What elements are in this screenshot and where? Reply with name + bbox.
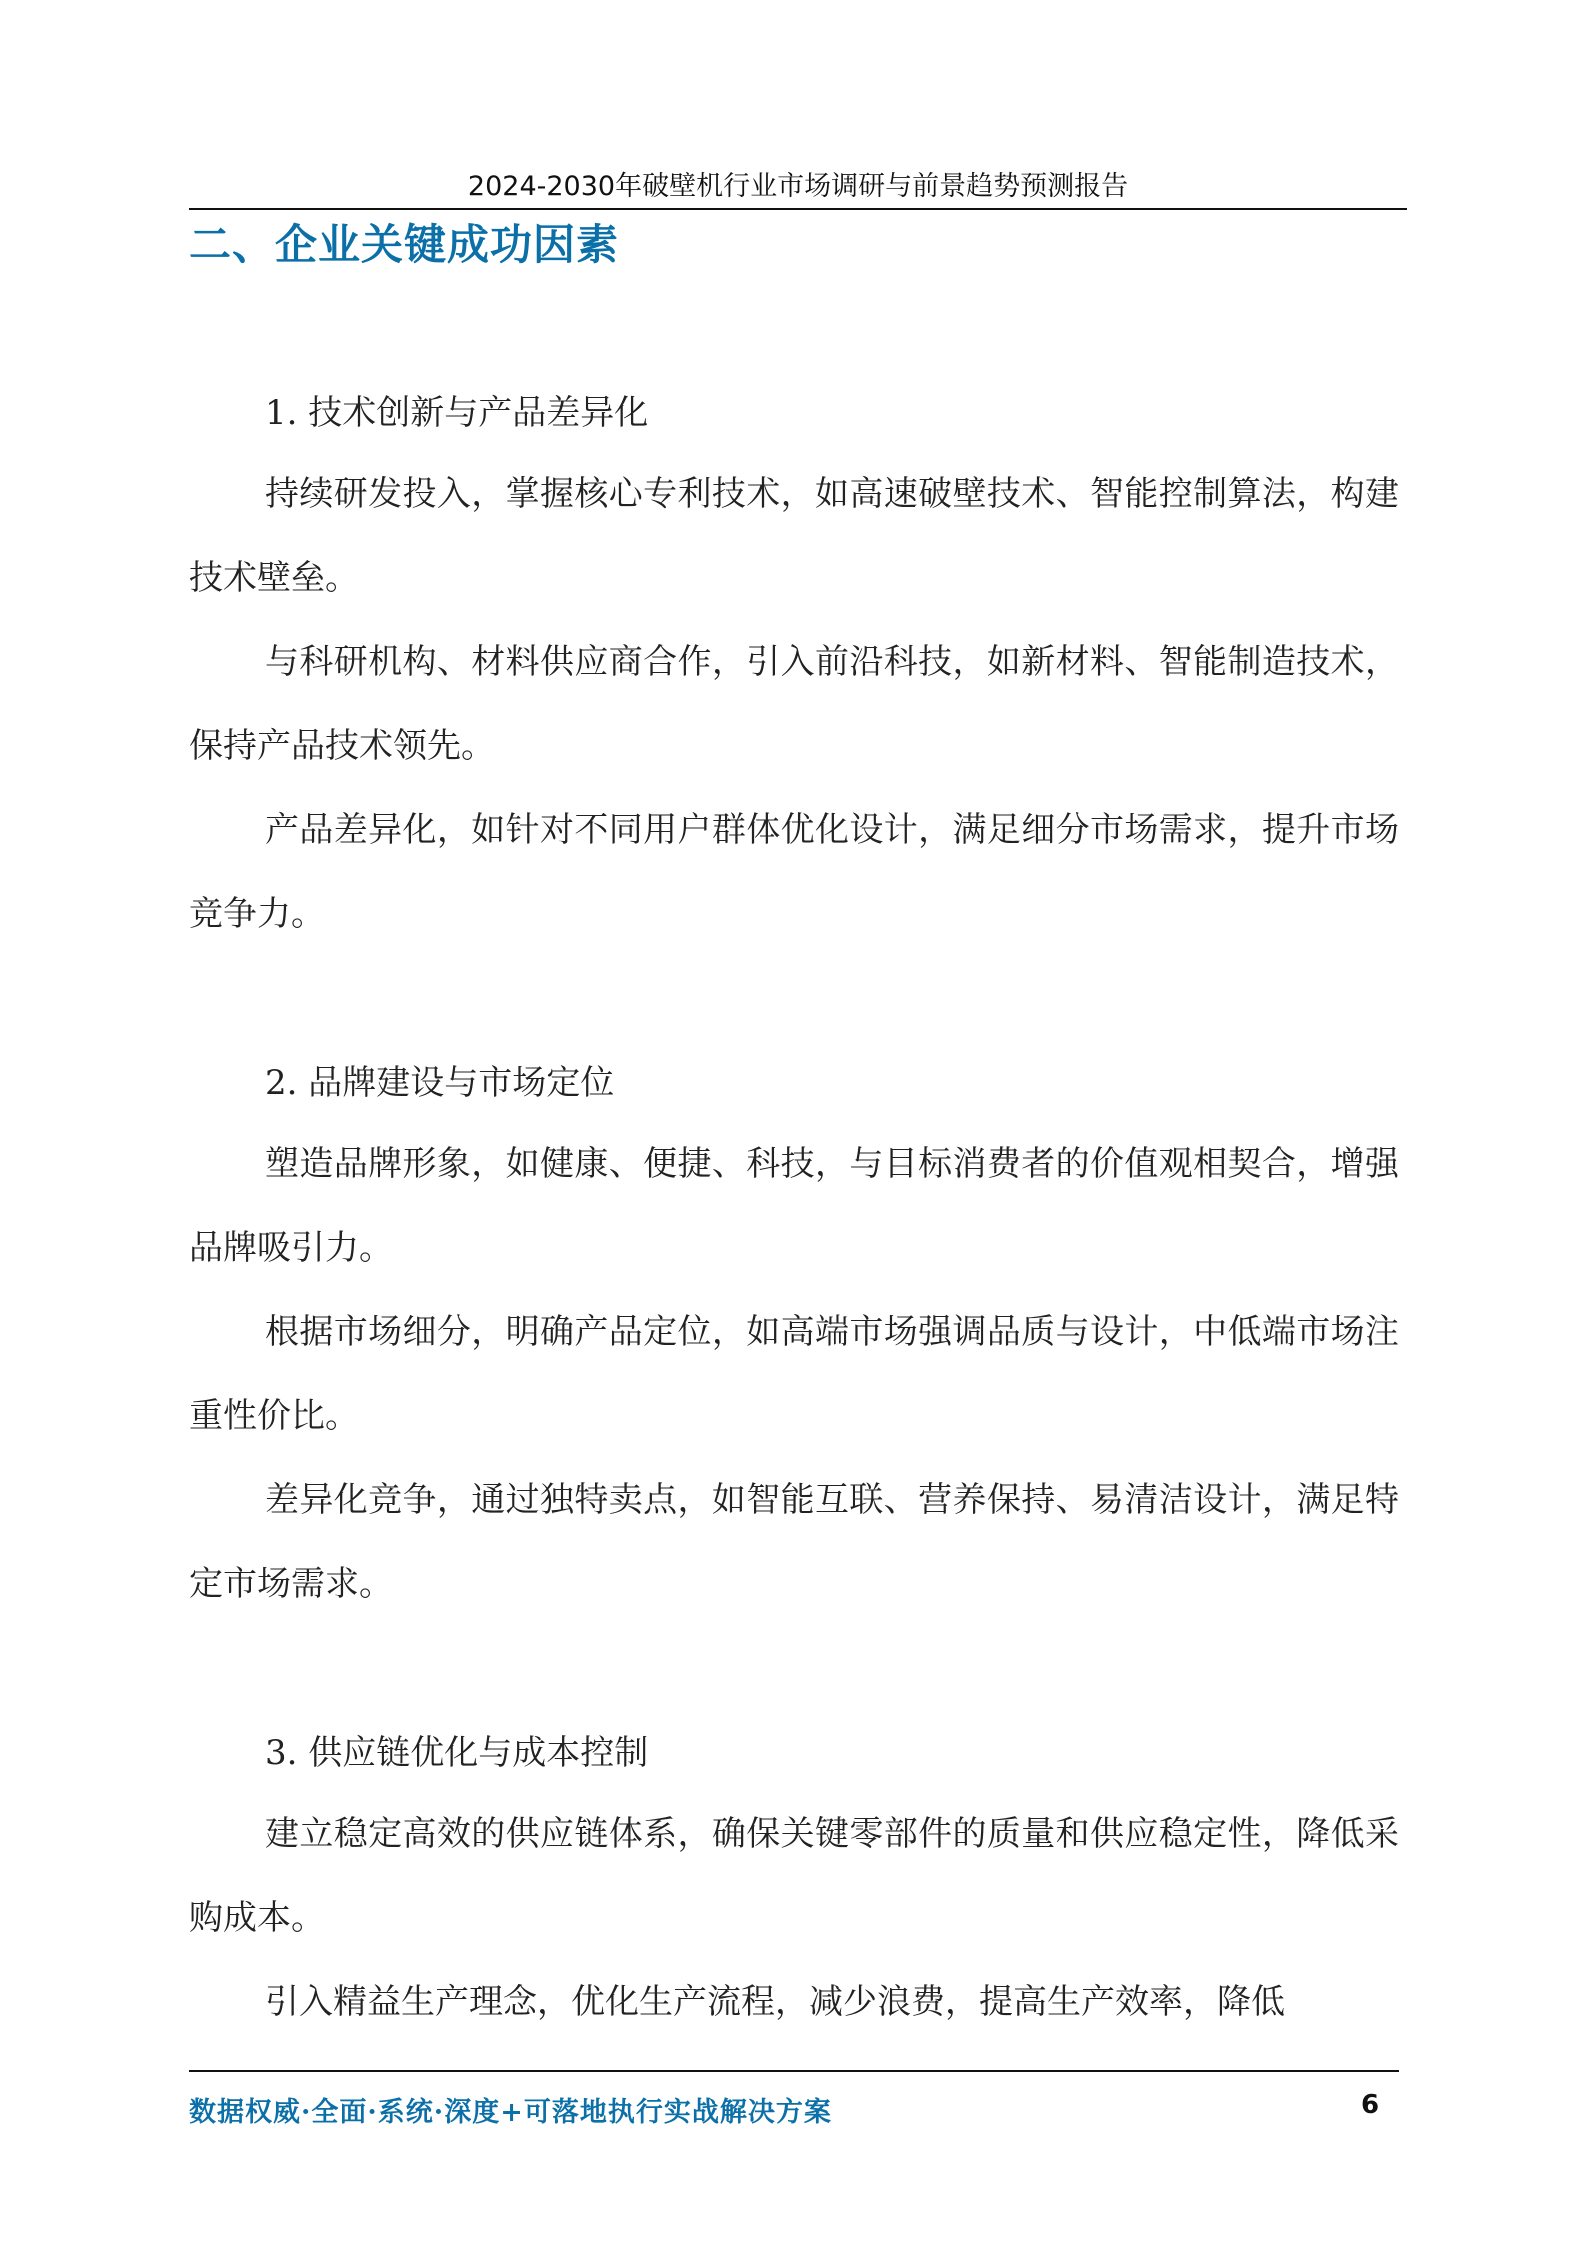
paragraph: 建立稳定高效的供应链体系，确保关键零部件的质量和供应稳定性，降低采购成本。 (189, 1814, 1399, 1938)
paragraph: 引入精益生产理念，优化生产流程，减少浪费，提高生产效率，降低 (265, 1982, 1285, 2022)
paragraph: 产品差异化，如针对不同用户群体优化设计，满足细分市场需求，提升市场竞争力。 (189, 810, 1399, 934)
report-header-title: 2024-2030年破壁机行业市场调研与前景趋势预测报告 (467, 171, 1129, 202)
subsection-body-2 (189, 1122, 1399, 1626)
paragraph: 差异化竞争，通过独特卖点，如智能互联、营养保持、易清洁设计，满足特定市场需求。 (189, 1480, 1399, 1604)
subsection-heading-3: 3. 供应链优化与成本控制 (265, 1733, 649, 1773)
subsection-body-1 (189, 452, 1399, 956)
subsection-body-3 (189, 1792, 1399, 2044)
subsection-heading-1: 1. 技术创新与产品差异化 (265, 393, 649, 433)
section-heading: 二、企业关键成功因素 (189, 220, 620, 269)
paragraph: 塑造品牌形象，如健康、便捷、科技，与目标消费者的价值观相契合，增强品牌吸引力。 (189, 1144, 1399, 1268)
paragraph: 根据市场细分，明确产品定位，如高端市场强调品质与设计，中低端市场注重性价比。 (189, 1312, 1399, 1436)
footer-divider (189, 2070, 1399, 2072)
paragraph: 持续研发投入，掌握核心专利技术，如高速破壁技术、智能控制算法，构建技术壁垒。 (189, 474, 1399, 598)
footer-slogan: 数据权威·全面·系统·深度+可落地执行实战解决方案 (189, 2097, 832, 2128)
header-divider (189, 208, 1407, 210)
subsection-heading-2: 2. 品牌建设与市场定位 (265, 1063, 615, 1103)
page-number: 6 (1360, 2090, 1380, 2120)
paragraph: 与科研机构、材料供应商合作，引入前沿科技，如新材料、智能制造技术，保持产品技术领先。 (189, 642, 1399, 766)
